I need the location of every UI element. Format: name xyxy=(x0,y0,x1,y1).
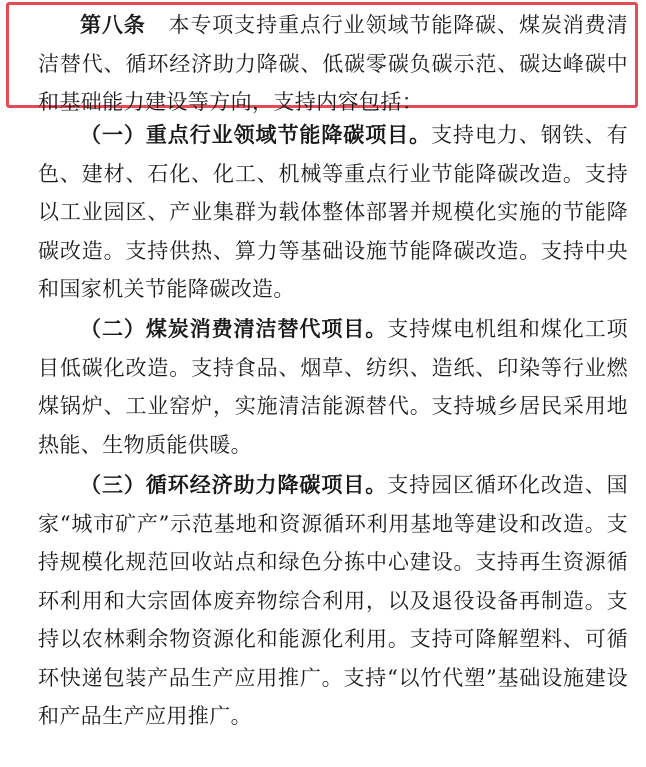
section-3-paragraph xyxy=(38,466,628,736)
section-3-body: 支持园区循环化改造、国家“城市矿产”示范基地和资源循环利用基地等建设和改造。支持规模化规范回收站点和绿色分拣中心建设。支持再生资源循环利用和大宗固体废弃物综合利用，以及退役设备再制造。支持以农林剩余物资源化和能源化利用。支持可降解塑料、可循环快递包装产品生产应用推广。支持“以竹代塑”基础设施建设和产品生产应用推广。 xyxy=(38,473,628,728)
article-gap xyxy=(146,13,169,37)
section-2-paragraph xyxy=(38,310,628,464)
section-2-body: 支持煤电机组和煤化工项目低碳化改造。支持食品、烟草、纺织、造纸、印染等行业燃煤锅炉、工业窑炉，实施清洁能源替代。支持城乡居民采用地热能、生物质能供暖。 xyxy=(38,317,628,457)
article-8-paragraph xyxy=(38,6,628,122)
section-1-heading: （一）重点行业领域节能降碳项目。 xyxy=(80,122,432,147)
section-1-paragraph xyxy=(38,116,628,309)
section-1-body: 支持电力、钢铁、有色、建材、石化、化工、机械等重点行业节能降碳改造。支持以工业园区、产业集群为载体整体部署并规模化实施的节能降碳改造。支持供热、算力等基础设施节能降碳改造。支持中央和国家机关节能降碳改造。 xyxy=(38,123,628,301)
section-3-heading: （三）循环经济助力降碳项目。 xyxy=(80,472,388,497)
article-title: 第八条 xyxy=(80,12,146,37)
section-2-heading: （二）煤炭消费清洁替代项目。 xyxy=(80,316,388,341)
article-intro: 本专项支持重点行业领域节能降碳、煤炭消费清洁替代、循环经济助力降碳、低碳零碳负碳示范、碳达峰碳中和基础能力建设等方向，支持内容包括： xyxy=(38,13,628,114)
